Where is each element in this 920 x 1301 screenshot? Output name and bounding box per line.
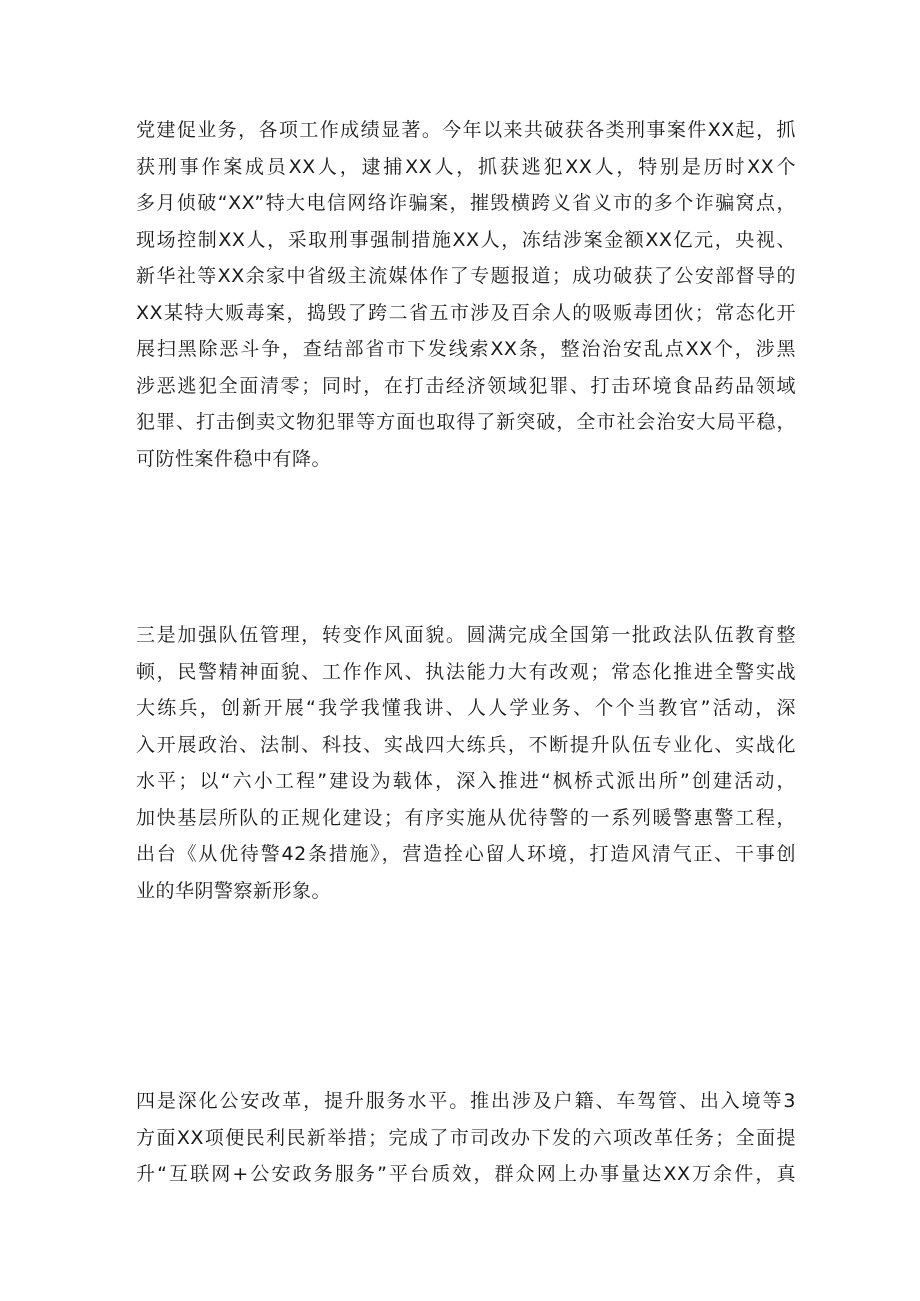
paragraph-reform <box>136 1083 796 1193</box>
text-line: XX某特大贩毒案，捣毁了跨二省五市涉及百余人的吸贩毒团伙；常态化开 <box>136 301 796 324</box>
text-line: 展扫黑除恶斗争，查结部省市下发线索XX条，整治治安乱点XX个，涉黑 <box>136 338 796 360</box>
paragraph-team-management <box>136 617 796 909</box>
text-line: 三是加强队伍管理，转变作风面貌。圆满完成全国第一批政法队伍教育整 <box>136 624 796 646</box>
text-line: 入开展政治、法制、科技、实战四大练兵，不断提升队伍专业化、实战化 <box>136 733 796 756</box>
text-line: 多月侦破“XX”特大电信网络诈骗案，摧毁横跨义省义市的多个诈骗窝点， <box>136 192 796 214</box>
text-line: 水平；以“六小工程”建设为载体，深入推进“枫桥式派出所”创建活动， <box>136 770 796 792</box>
text-line: 大练兵，创新开展“我学我懂我讲、人人学业务、个个当教官”活动，深 <box>136 697 796 719</box>
text-line: 出台《从优待警42条措施》，营造拴心留人环境，打造风清气正、干事创 <box>136 843 796 865</box>
text-line: 可防性案件稳中有降。 <box>136 447 332 470</box>
text-line: 升“互联网+公安政务服务”平台质效，群众网上办事量达XX万余件，真 <box>136 1163 796 1185</box>
text-line: 获刑事作案成员XX人，逮捕XX人，抓获逃犯XX人，特别是历时XX个 <box>136 155 796 178</box>
text-line: 方面XX项便民利民新举措；完成了市司改办下发的六项改革任务；全面提 <box>136 1126 796 1149</box>
text-line: 涉恶逃犯全面清零；同时，在打击经济领域犯罪、打击环境食品药品领域 <box>136 374 796 397</box>
text-line: 党建促业务，各项工作成绩显著。今年以来共破获各类刑事案件XX起，抓 <box>136 119 796 141</box>
paragraph-criminal-cases <box>136 112 796 477</box>
text-line: 犯罪、打击倒卖文物犯罪等方面也取得了新突破，全市社会治安大局平稳， <box>136 411 796 433</box>
text-line: 加快基层所队的正规化建设；有序实施从优待警的一系列暖警惠警工程， <box>136 806 796 829</box>
text-line: 业的华阴警察新形象。 <box>136 879 332 902</box>
text-line: 顿，民警精神面貌、工作作风、执法能力大有改观；常态化推进全警实战 <box>136 660 796 683</box>
text-line: 现场控制XX人，采取刑事强制措施XX人，冻结涉案金额XX亿元，央视、 <box>136 228 796 251</box>
text-line: 四是深化公安改革，提升服务水平。推出涉及户籍、车驾管、出入境等3 <box>136 1090 796 1112</box>
text-line: 新华社等XX余家中省级主流媒体作了专题报道；成功破获了公安部督导的 <box>136 265 796 287</box>
